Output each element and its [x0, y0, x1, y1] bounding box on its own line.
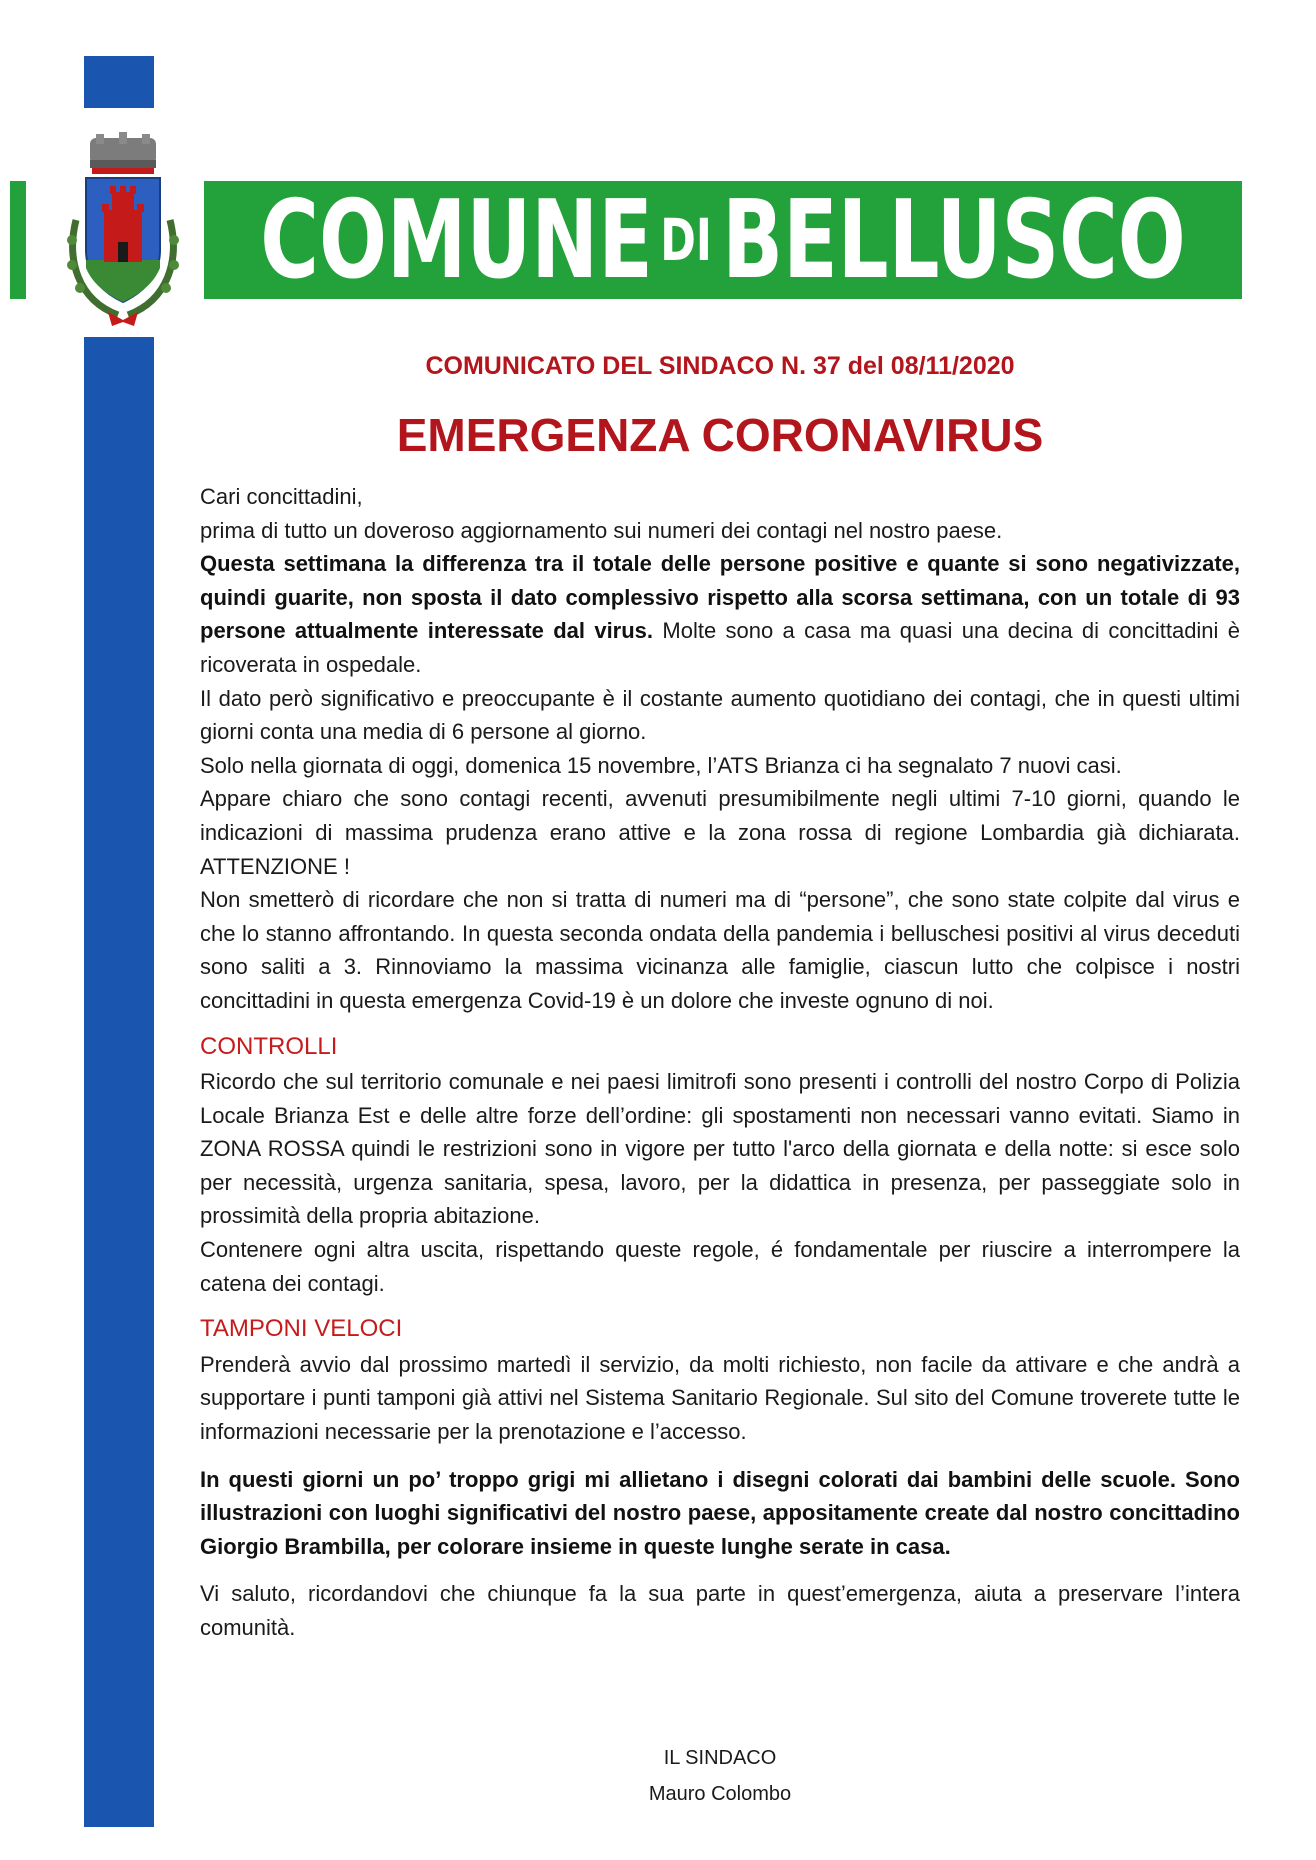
green-stripe-left	[10, 181, 26, 299]
coat-of-arms-icon	[58, 130, 188, 330]
headline: EMERGENZA CORONAVIRUS	[396, 409, 1044, 461]
brand-city: BELLUSCO	[722, 181, 1186, 299]
recent-text: Appare chiaro che sono contagi recenti, avvenuti presumibilmente negli ultimi 7-10 giorni, quando le indicazioni di massima prudenza erano attive e la zona rossa di regione Lombardia già dichiarata.	[200, 786, 1240, 845]
signature-name: Mauro Colombo	[648, 1783, 792, 1805]
controlli-para-2: Contenere ogni altra uscita, rispettando queste regole, é fondamentale per riuscire a interrompere la catena dei contagi.	[200, 1237, 1240, 1296]
tamponi-para: Prenderà avvio dal prossimo martedì il servizio, da molti richiesto, non facile da attivare e che andrà a supportare i punti tamponi già attivi nel Sistema Sanitario Regionale. Sul sito del Comune troverete tutte le informazioni necessarie per la prenotazione e l’accesso.	[200, 1351, 1240, 1445]
paragraph-drawings	[200, 1463, 1240, 1564]
paragraph-today: Solo nella giornata di oggi, domenica 15 novembre, l’ATS Brianza ci ha segnalato 7 nuovi casi.	[200, 752, 1122, 778]
attention-label: ATTENZIONE !	[200, 853, 350, 879]
paragraph-recent	[200, 782, 1240, 883]
municipality-name	[260, 181, 1186, 299]
closing-paragraph: Vi saluto, ricordandovi che chiunque fa la sua parte in quest’emergenza, aiuta a preservare l’intera comunità.	[200, 1581, 1240, 1640]
controlli-para-1: Ricordo che sul territorio comunale e nei paesi limitrofi sono presenti i controlli del nostro Corpo di Polizia Locale Brianza Est e delle altre forze dell’ordine: gli spostamenti non necessari vanno evitati. Siamo in ZONA ROSSA quindi le restrizioni sono in vigore per tutto l'arco della giornata e della notte: si esce solo per necessità, urgenza sanitaria, spesa, lavoro, per la didattica in presenza, per passeggiate solo in prossimità della propria abitazione.	[200, 1069, 1240, 1229]
hospital-note: Molte sono a casa ma quasi una decina di concittadini è ricoverata in ospedale.	[200, 618, 1240, 677]
brand-main: COMUNE	[260, 181, 653, 299]
bold-numbers: Questa settimana la differenza tra il totale delle persone positive e quante si sono negativizzate, quindi guarite, non sposta il dato complessivo rispetto alla scorsa settimana, con un totale di 93 persone attualmente interessate dal virus.	[200, 551, 1240, 644]
drawings-text: In questi giorni un po’ troppo grigi mi allietano i disegni colorati dai bambini delle scuole. Sono illustrazioni con luoghi significativi del nostro paese, appositamente create dal nostro concittadino Giorgio Brambilla, per colorare insieme in queste lunghe serate in casa.	[200, 1466, 1240, 1559]
communique-title: COMUNICATO DEL SINDACO N. 37 del 08/11/2020	[425, 352, 1015, 380]
paragraph-people: Non smetterò di ricordare che non si tratta di numeri ma di “persone”, che sono state colpite dal virus e che lo stanno affrontando. In questa seconda ondata della pandemia i belluschesi positivi al virus deceduti sono saliti a 3. Rinnoviamo la massima vicinanza alle famiglie, ciascun lutto che colpisce i nostri concittadini in questa emergenza Covid-19 è un dolore che investe ognuno di noi.	[200, 887, 1240, 1013]
intro-line: prima di tutto un doveroso aggiornamento sui numeri dei contagi nel nostro paese.	[200, 517, 1003, 543]
greeting: Cari concittadini,	[200, 484, 363, 509]
paragraph-numbers	[200, 547, 1240, 681]
letter-body	[200, 480, 1240, 1645]
paragraph-trend: Il dato però significativo e preoccupante è il costante aumento quotidiano dei contagi, che in questi ultimi giorni conta una media di 6 persone al giorno.	[200, 685, 1240, 745]
section-title-tamponi: TAMPONI VELOCI	[200, 1315, 403, 1343]
brand-di: DI	[660, 206, 712, 274]
section-title-controlli: CONTROLLI	[200, 1032, 338, 1060]
signature-role: IL SINDACO	[663, 1747, 777, 1769]
signature-block	[200, 1740, 1240, 1812]
header-banner	[204, 181, 1242, 299]
blue-stripe-bottom	[84, 337, 154, 1827]
blue-stripe-top	[84, 56, 154, 108]
